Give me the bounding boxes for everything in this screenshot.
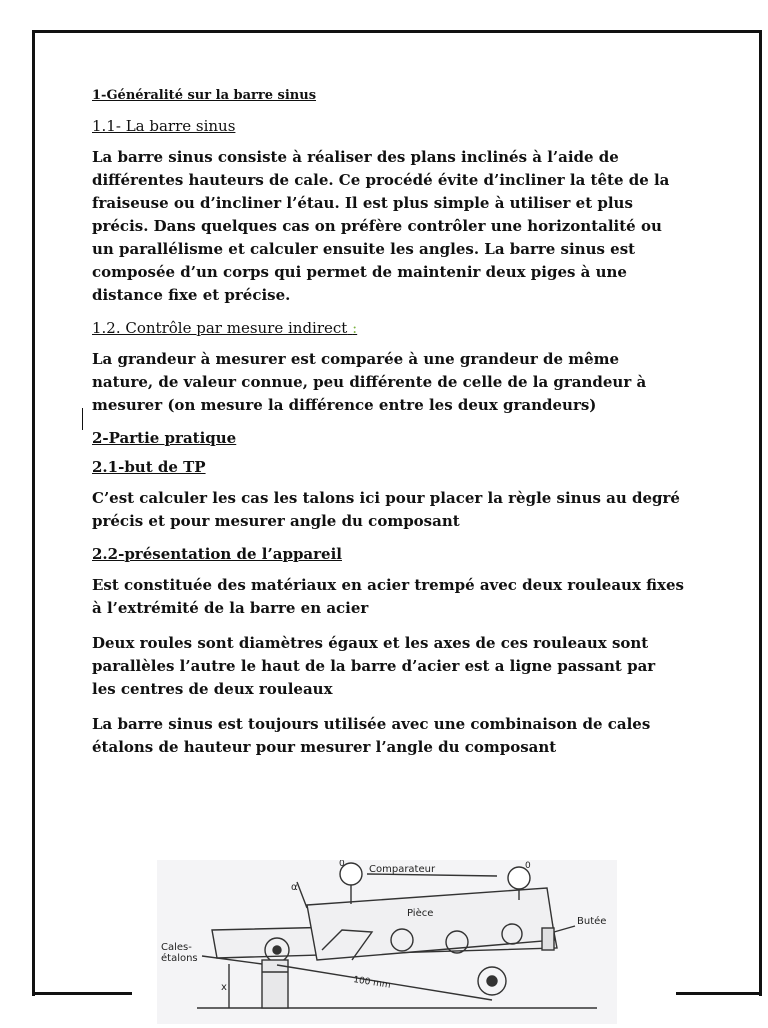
paragraph-1-2: La grandeur à mesurer est comparée à une grandeur de même nature, de valeur connue, peu différente de celle de la grandeur à mesurer (on mesure la différence entre les deux grandeurs) <box>92 350 647 414</box>
paragraph-2-2-a: Est constituée des matériaux en acier trempé avec deux rouleaux fixes à l’extrémité de la barre en acier <box>92 576 684 617</box>
paragraph-1-1: La barre sinus consiste à réaliser des plans inclinés à l’aide de différentes hauteurs de cale. Ce procédé évite d’incliner la tête de la fraiseuse ou d’incliner l’étau. Il est plus simple à utiliser et plus précis. Dans quelques cas on préfère contrôler une horizontalité ou un parallélisme et calculer ensuite les angles. La barre sinus est composée d’un corps qui permet de maintenir deux piges à une distance fixe et précise. <box>92 148 670 304</box>
stop-block <box>542 928 554 950</box>
label-comparateur: Comparateur <box>369 864 436 875</box>
heading-1: 1-Généralité sur la barre sinus <box>92 88 317 103</box>
label-alpha: α <box>291 882 298 893</box>
paragraph-2-2-c: La barre sinus est toujours utilisée avec une combinaison de cales étalons de hauteur pour mesurer l’angle du composant <box>92 715 651 756</box>
heading-1-2-colon: : <box>352 319 358 337</box>
text-cursor <box>82 408 83 430</box>
sine-bar-drawing <box>157 860 617 1024</box>
heading-1-2 <box>92 319 684 337</box>
label-cales-line-1: Cales- <box>161 942 192 953</box>
page-border-bottom-left <box>32 992 132 995</box>
heading-1-2-text: 1.2. Contrôle par mesure indirect <box>92 319 348 337</box>
label-zero-left: 0 <box>339 860 345 869</box>
paragraph-2-2-b: Deux roules sont diamètres égaux et les axes de ces rouleaux sont parallèles l’autre le haut de la barre d’acier est a ligne passant par les centres de deux rouleaux <box>92 634 656 698</box>
roller-left-center <box>273 946 281 954</box>
heading-2: 2-Partie pratique <box>92 429 237 447</box>
heading-2-2: 2.2-présentation de l’appareil <box>92 545 342 563</box>
label-piece: Pièce <box>407 908 434 919</box>
page-border-bottom-right <box>676 992 762 995</box>
gauge-blocks <box>262 960 288 1008</box>
sine-bar-diagram <box>157 860 617 1024</box>
roller-right-center <box>487 976 497 986</box>
label-100mm: 100 mm <box>352 975 392 991</box>
document-body <box>92 88 684 771</box>
label-zero-right: 0 <box>525 861 531 871</box>
heading-2-1: 2.1-but de TP <box>92 458 206 476</box>
label-cales-line-2: étalons <box>161 953 198 964</box>
heading-1-1: 1.1- La barre sinus <box>92 117 236 135</box>
label-x: x <box>221 982 227 993</box>
paragraph-2-1: C’est calculer les cas les talons ici pour placer la règle sinus au degré précis et pour mesurer angle du composant <box>92 489 680 530</box>
label-butee: Butée <box>577 916 607 927</box>
